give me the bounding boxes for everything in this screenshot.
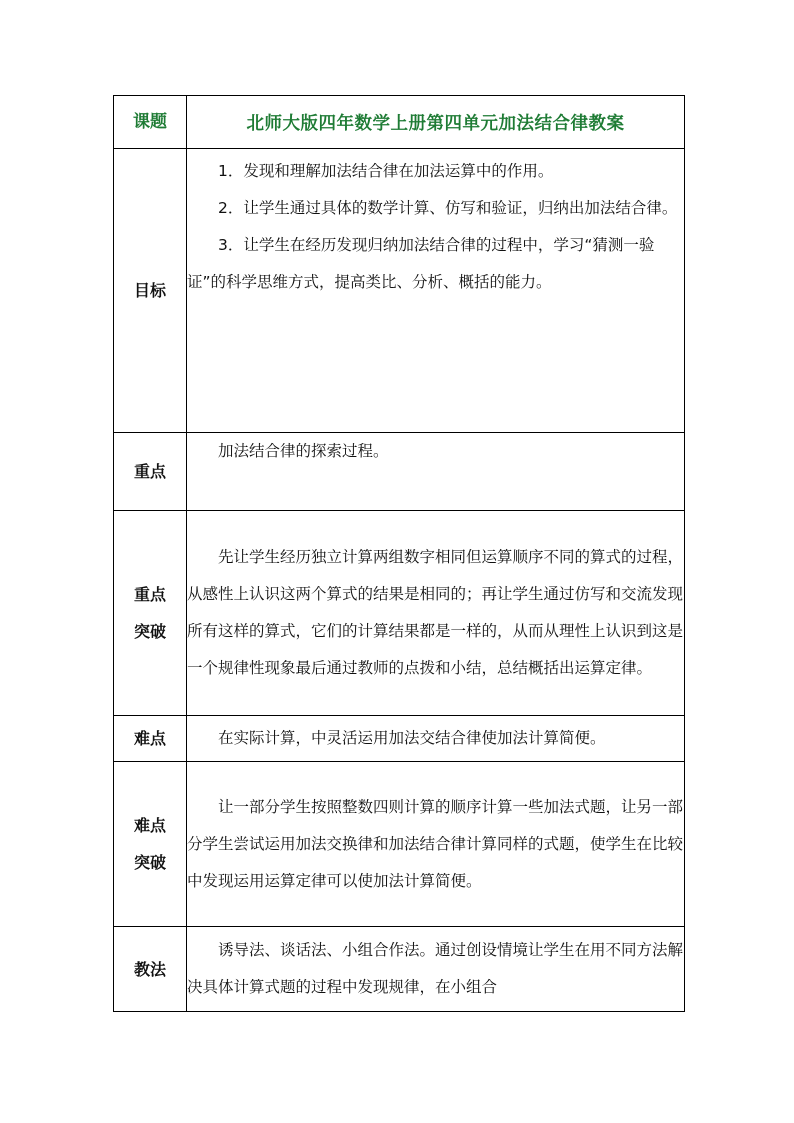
key-point-row <box>114 433 685 511</box>
key-breakthrough-label-line1: 重点 <box>133 585 166 604</box>
difficulty-row <box>114 716 685 762</box>
key-breakthrough-label-line2: 突破 <box>133 622 166 641</box>
key-breakthrough-label <box>114 511 187 716</box>
subject-label: 课题 <box>114 96 187 149</box>
key-point-content <box>187 433 685 511</box>
difficulty-breakthrough-label-line2: 突破 <box>133 853 166 872</box>
goals-label: 目标 <box>114 149 187 433</box>
goal-item-2: 2．让学生通过具体的数学计算、仿写和验证，归纳出加法结合律。 <box>218 199 678 217</box>
difficulty-content <box>187 716 685 762</box>
goals-content <box>187 149 685 433</box>
difficulty-breakthrough-row <box>114 762 685 927</box>
goal-item-1: 1．发现和理解加法结合律在加法运算中的作用。 <box>218 162 554 180</box>
goals-row <box>114 149 685 433</box>
difficulty-text: 在实际计算，中灵活运用加法交结合律使加法计算简便。 <box>218 729 606 747</box>
difficulty-breakthrough-text: 让一部分学生按照整数四则计算的顺序计算一些加法式题，让另一部分学生尝试运用加法交换律和加法结合律计算同样的式题，使学生在比较中发现运用运算定律可以使加法计算简便。 <box>187 797 684 890</box>
header-row <box>114 96 685 149</box>
key-breakthrough-row <box>114 511 685 716</box>
lesson-plan-table <box>113 95 685 1012</box>
difficulty-breakthrough-content <box>187 762 685 927</box>
key-breakthrough-content <box>187 511 685 716</box>
key-point-label: 重点 <box>114 433 187 511</box>
difficulty-label: 难点 <box>114 716 187 762</box>
key-point-text: 加法结合律的探索过程。 <box>218 442 389 460</box>
teaching-method-label: 教法 <box>114 927 187 1012</box>
goal-item-3: 3．让学生在经历发现归纳加法结合律的过程中，学习“猜测一验证”的科学思维方式，提高类比、分析、概括的能力。 <box>187 236 655 291</box>
key-breakthrough-text: 先让学生经历独立计算两组数字相同但运算顺序不同的算式的过程，从感性上认识这两个算式的结果是相同的；再让学生通过仿写和交流发现所有这样的算式，它们的计算结果都是一样的，从而从理性上认识到这是一个规律性现象最后通过教师的点拨和小结，总结概括出运算定律。 <box>187 548 684 677</box>
teaching-method-row <box>114 927 685 1012</box>
lesson-title: 北师大版四年数学上册第四单元加法结合律教案 <box>187 96 685 149</box>
teaching-method-content <box>187 927 685 1012</box>
difficulty-breakthrough-label-line1: 难点 <box>133 816 166 835</box>
difficulty-breakthrough-label <box>114 762 187 927</box>
teaching-method-text: 诱导法、谈话法、小组合作法。通过创设情境让学生在用不同方法解决具体计算式题的过程中发现规律，在小组合 <box>187 941 684 996</box>
